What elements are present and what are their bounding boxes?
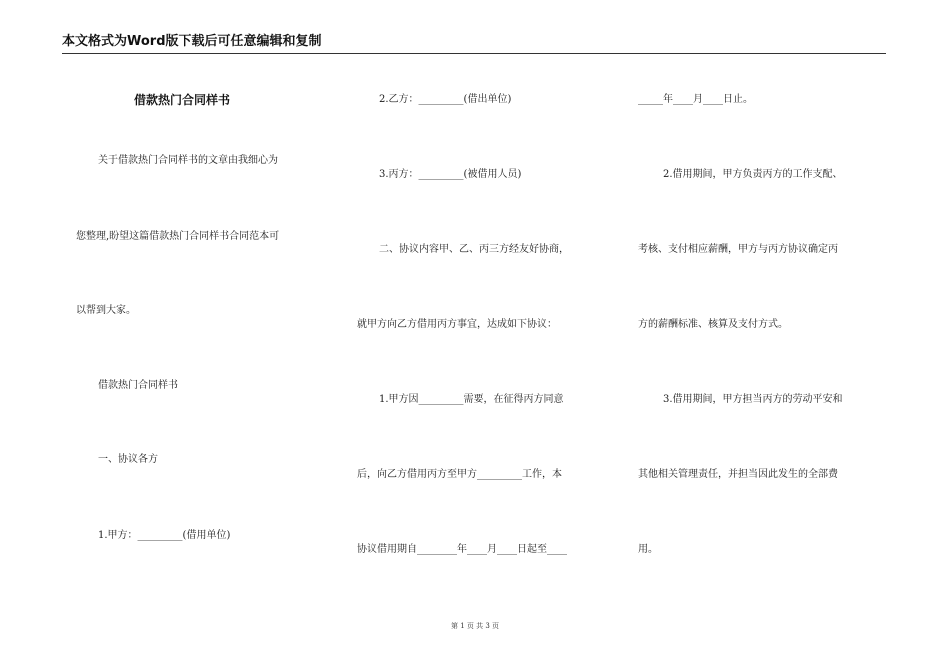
section-heading: 借款热门合同样书 xyxy=(98,380,178,391)
body-line: 2.借用期间，甲方负责丙方的工作支配、 xyxy=(663,169,843,180)
body-line: _____年____月____日止。 xyxy=(638,94,753,105)
body-line: 3.借用期间，甲方担当丙方的劳动平安和 xyxy=(663,394,843,405)
intro-line: 关于借款热门合同样书的文章由我细心为 xyxy=(98,155,278,166)
body-line: 后，向乙方借用丙方至甲方_________工作，本 xyxy=(357,469,562,480)
body-line: 方的薪酬标准、核算及支付方式。 xyxy=(638,319,788,330)
document-title: 借款热门合同样书 xyxy=(134,93,231,107)
body-line: 二、协议内容甲、乙、丙三方经友好协商， xyxy=(379,244,569,255)
body-line: 就甲方向乙方借用丙方事宜，达成如下协议： xyxy=(357,319,557,330)
body-line: 2.乙方：_________(借出单位) xyxy=(379,94,512,105)
body-line: 1.甲方：_________(借用单位) xyxy=(98,530,231,541)
body-line: 其他相关管理责任，并担当因此发生的全部费 xyxy=(638,469,838,480)
header-title: 本文格式为Word版下载后可任意编辑和复制 xyxy=(62,34,322,49)
page-number: 第 1 页 共 3 页 xyxy=(450,622,500,630)
body-line: 考核、支付相应薪酬，甲方与丙方协议确定丙 xyxy=(638,244,838,255)
text-column-1 xyxy=(76,0,326,672)
intro-line: 以帮到大家。 xyxy=(76,305,136,316)
body-line: 用。 xyxy=(638,544,658,555)
text-column-2 xyxy=(357,0,612,672)
intro-line: 您整理,盼望这篇借款热门合同样书合同范本可 xyxy=(76,231,280,242)
body-line: 3.丙方：_________(被借用人员) xyxy=(379,169,522,180)
body-line: 1.甲方因_________需要，在征得丙方同意 xyxy=(379,394,564,405)
section-heading: 一、协议各方 xyxy=(98,454,158,465)
body-line: 协议借用期自________年____月____日起至____ xyxy=(357,544,567,555)
text-column-3 xyxy=(638,0,888,672)
